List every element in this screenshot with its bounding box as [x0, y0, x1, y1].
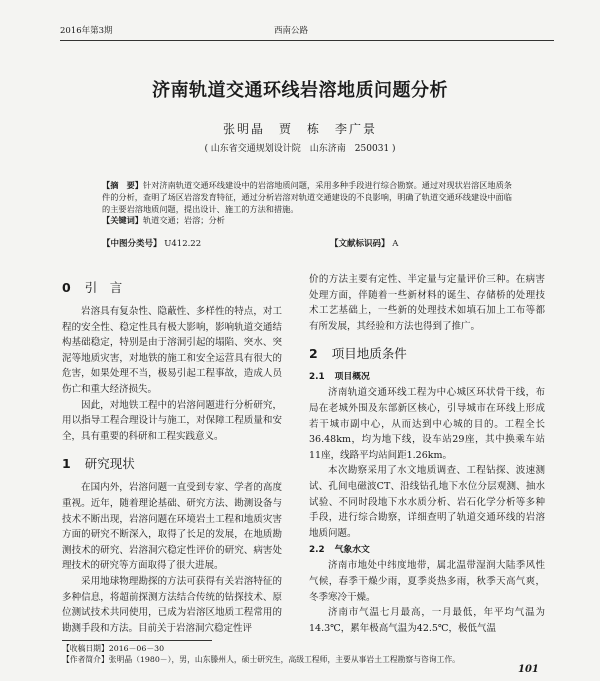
footnotes — [62, 643, 542, 665]
subsection-heading-climate: 2.2 气象水文 — [309, 545, 370, 556]
received-date: 【收稿日期】2016－06－30 — [62, 644, 165, 653]
abstract-paragraph — [102, 180, 512, 215]
clc-number: 【中图分类号】 U412.22 — [102, 239, 202, 249]
abstract-text: 针对济南轨道交通环线建设中的岩溶地质问题，采用多种手段进行综合勘察。通过对现状岩溶区地质条件的分析，查明了场区岩溶发育特征，通过分析岩溶对轨道交通建设的不良影响，明确了轨道交通环线建设中面临的主要岩溶地质问题，提出设计、施工的方法和措施。 — [102, 180, 512, 214]
author-bio: 【作者简介】张明晶（1980－），男，山东滕州人，硕士研究生，高级工程师，主要从事岩土工程勘察与咨询工作。 — [62, 655, 460, 664]
author-list: 张明晶 贾 栋 李广景 — [222, 122, 377, 136]
paragraph-continued: 价的方法主要有定性、半定量与定量评价三种。在病害处理方面，伴随着一些新材料的诞生、存储桥的处理技术工艺基础上，一些新的处理技术如填石加上工布等都有所发展，其经验和方法也得到了推广。 — [309, 274, 545, 332]
paragraph: 本次勘察采用了水文地质调查、工程钻探、波速测试、孔间电磁波CT、沿线钻孔地下水位分层观测、抽水试验、不同时段地下水水质分析、岩石化学分析等多种手段，进行综合勘察，详细查明了轨道交通环线的岩溶地质问题。 — [309, 465, 545, 539]
header-rule — [60, 40, 554, 41]
keywords-label: 【关键词】 — [102, 215, 143, 226]
paragraph: 济南市地处中纬度地带，属北温带湿润大陆季风性气候，春季干燥少雨，夏季炎热多雨，秋季天高气爽，冬季寒冷干燥。 — [309, 560, 545, 603]
paragraph: 岩溶具有复杂性、隐蔽性、多样性的特点，对工程的安全性、稳定性具有极大影响，影响轨道交通结构基础稳定，特别是由于溶洞引起的塌陷、突水、突泥等地质灾害，对地铁的施工和安全运营具有很大的危害，如果处理不当，极易引起工程事故，造成人员伤亡和重大经济损失。 — [62, 306, 282, 395]
running-head — [60, 24, 554, 38]
classification-line — [102, 237, 512, 249]
journal-issue: 2016年第3期 — [60, 26, 113, 36]
paragraph: 在国内外，岩溶问题一直受到专家、学者的高度重视。近年，随着理论基础、研究方法、勘测设备与技术不断出现，岩溶问题在环境岩土工程和地质灾害方面的研究不断深入，取得了长足的发展，在地质勘测技术的研究、岩溶洞穴稳定性评价的研究、病害处理技术的研究等方面取得了很大进展。 — [62, 482, 282, 572]
section-heading-intro: 0 引 言 — [62, 280, 123, 295]
paragraph: 采用地球物理勘探的方法可获得有关岩溶特征的多种信息，将超前探测方法结合传统的钻探技术、原位测试技术共同使用，已成为岩溶区地质工程常用的勘测手段和方法。目前关于岩溶洞穴稳定性评 — [62, 575, 282, 634]
paragraph: 济南市气温七月最高，一月最低，年平均气温为14.3℃，累年极高气温为42.5℃，极低气温 — [309, 607, 545, 634]
keywords-text: 轨道交通；岩溶；分析 — [142, 215, 225, 226]
section-heading-research: 1 研究现状 — [62, 456, 135, 472]
page-number: 101 — [518, 664, 539, 675]
section-heading-project: 2 项目地质条件 — [309, 346, 407, 362]
article-title: 济南轨道交通环线岩溶地质问题分析 — [152, 80, 448, 101]
journal-name: 西南公路 — [274, 26, 309, 36]
left-column — [62, 272, 282, 636]
paragraph: 因此，对地铁工程中的岩溶问题进行分析研究，用以指导工程合理设计与施工，对保障工程质量和安全，具有重要的科研和工程实践意义。 — [62, 399, 282, 442]
subsection-heading-overview: 2.1 项目概况 — [309, 372, 370, 383]
author-affiliation: ( 山东省交通规划设计院 山东济南 250031 ) — [204, 144, 396, 154]
footnote-rule — [62, 640, 212, 641]
abstract-block — [102, 180, 512, 227]
right-column — [309, 272, 545, 636]
abstract-label: 【摘 要】 — [102, 180, 143, 190]
keywords-line — [102, 215, 512, 227]
paragraph: 济南轨道交通环线工程为中心城区环状骨干线，布局在老城外围及东部新区核心，引导城市在环线上形成若干城市副中心，从而达到中心城的目的。工程全长36.48km，均为地下线，设车站29座，其中换乘车站11座，线路平均站间距1.26km。 — [309, 387, 545, 461]
document-code: 【文献标识码】 A — [330, 239, 399, 249]
